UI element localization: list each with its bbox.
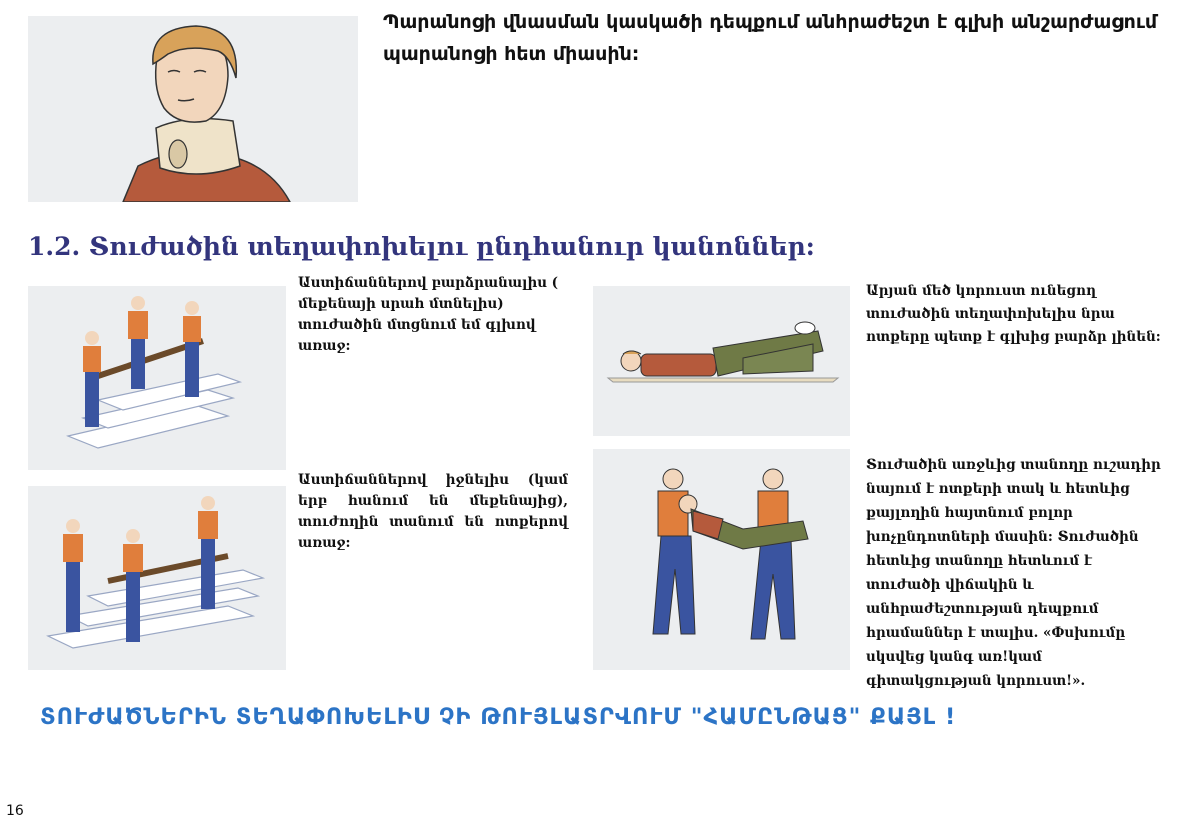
- blood-loss-caption: Արյան մեծ կորուստ ունեցող տուժածին տեղափոխելիս նրա ոտքերը պետք է գլխից բարձր լինեն:: [866, 283, 1161, 345]
- blood-loss-illustration: [593, 286, 850, 436]
- two-person-carry-drawing: [593, 449, 850, 670]
- two-person-carry-illustration: [593, 449, 850, 670]
- stairs-down-illustration: [28, 486, 286, 670]
- stairs-down-drawing: [28, 486, 286, 670]
- page-number: 16: [6, 803, 24, 819]
- neck-injury-note: Պարանոցի վնասման կասկածի դեպքում անհրաժեշտ է գլխի անշարժացում պարանոցի հետ միասին:: [383, 11, 1158, 65]
- stairs-up-drawing: [28, 286, 286, 470]
- section-heading: 1.2. Տուժածին տեղափոխելու ընդհանուր կանոններ:: [28, 232, 815, 261]
- stairs-up-caption: Աստիճաններով բարձրանալիս ( մեքենայի սրահ մտնելիս) տուժածին մտցնում եմ գլխով առաջ:: [298, 275, 559, 354]
- two-person-carry-caption: Տուժածին առջևից տանողը ուշադիր նայում է ոտքերի տակ և հետևից քայլողին հայտնում բոլոր խոչընդոտների մասին: Տուժածին հետևից տանողը հետևում է տուժածի վիճակին և անհրաժեշտության դեպքում հրամաններ է տալիս. «Փսխումը սկսվեց կանգ առ!կամ գիտակցության կորուստ!».: [866, 457, 1161, 689]
- neck-collar-drawing: [28, 16, 358, 202]
- stairs-up-illustration: [28, 286, 286, 470]
- neck-collar-illustration: [28, 16, 358, 202]
- warning-banner: ՏՈՒԺԱԾՆԵՐԻՆ ՏԵՂԱՓՈԽԵԼԻՍ ՉԻ ԹՈՒՅԼԱՏՐՎՈՒՄ "ՀԱՄԸՆԹԱՑ" ՔԱՅԼ !: [40, 704, 957, 730]
- blood-loss-drawing: [593, 286, 850, 436]
- stairs-down-caption: Աստիճաններով իջնելիս (կամ երբ հանում են մեքենայից), տուժողին տանում են ոտքերով առաջ:: [298, 472, 568, 551]
